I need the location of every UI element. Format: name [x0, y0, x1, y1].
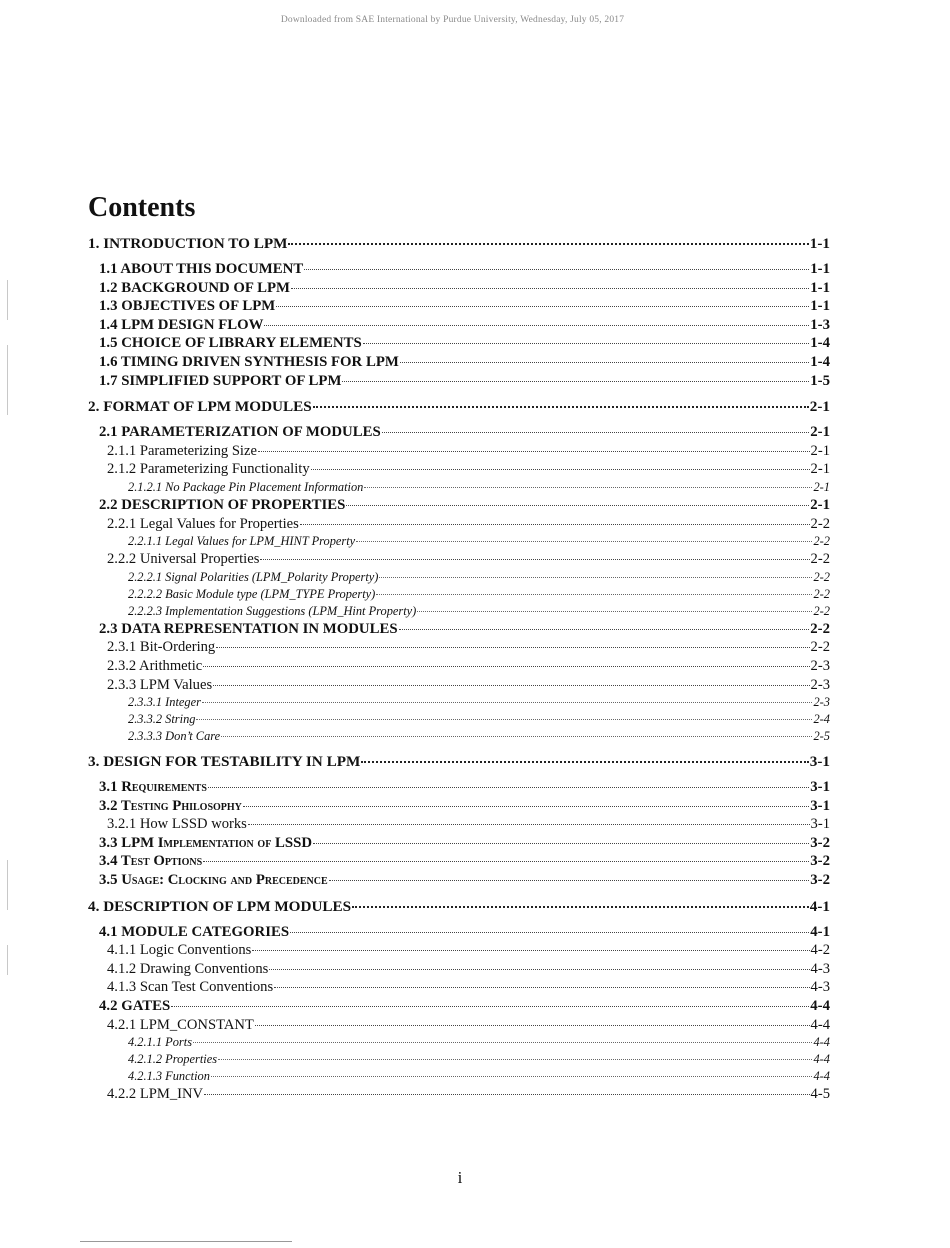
toc-entry-title: 1.1 ABOUT THIS DOCUMENT — [99, 261, 304, 277]
toc-entry-page: 3-2 — [810, 834, 830, 851]
toc-entry-title: 3.5 Usage: Clocking and Precedence — [99, 872, 328, 889]
toc-entry-title: 4.2.1.3 Function — [128, 1069, 210, 1084]
toc-entry-title: 4.2.1.2 Properties — [128, 1052, 218, 1067]
toc-entry — [88, 423, 830, 442]
toc-entry-page: 2-3 — [810, 676, 830, 693]
toc-entry — [88, 923, 830, 942]
toc-entry-page: 2-1 — [810, 424, 830, 441]
dot-leader — [204, 1093, 809, 1095]
toc-entry-title: 2.3.3.3 Don’t Care — [128, 729, 221, 744]
dot-leader — [218, 1058, 812, 1060]
toc-entry-title: 2.2.1 Legal Values for Properties — [107, 515, 299, 532]
dot-leader — [213, 684, 809, 686]
toc-entry-page: 2-1 — [813, 479, 830, 494]
toc-entry — [88, 852, 830, 871]
toc-entry-title: 1. INTRODUCTION TO LPM — [88, 235, 288, 252]
dot-leader — [243, 805, 809, 807]
dot-leader — [379, 576, 812, 578]
toc-entry — [88, 586, 830, 603]
toc-entry-title: 2.3.2 Arithmetic — [107, 657, 203, 674]
toc-entry — [88, 797, 830, 816]
toc-entry — [88, 550, 830, 569]
toc-entry-page: 2-3 — [813, 695, 830, 710]
toc-entry-page: 2-1 — [809, 398, 830, 416]
toc-entry-page: 2-5 — [813, 729, 830, 744]
toc-entry-title: 1.5 CHOICE OF LIBRARY ELEMENTS — [99, 335, 362, 352]
toc-entry-title: 3.3 LPM Implementation of LSSD — [99, 834, 313, 851]
toc-entry-page: 2-2 — [810, 639, 830, 656]
toc-entry — [88, 1051, 830, 1068]
toc-entry — [88, 728, 830, 745]
toc-entry-title: 3.2.1 How LSSD works — [107, 816, 247, 833]
toc-entry-title: 2.3.1 Bit-Ordering — [107, 639, 216, 656]
toc-entry-page: 2-4 — [813, 712, 830, 727]
toc-entry — [88, 316, 830, 335]
toc-entry-page: 4-4 — [810, 1016, 830, 1033]
toc-entry — [88, 896, 830, 918]
toc-entry-page: 1-1 — [810, 298, 830, 315]
toc-entry-title: 2.1 PARAMETERIZATION OF MODULES — [99, 424, 381, 441]
dot-leader — [264, 324, 809, 326]
dot-leader — [382, 431, 810, 433]
toc-entry-page: 3-1 — [810, 797, 830, 814]
toc-entry-title: 2.2.2.3 Implementation Suggestions (LPM_Hint Property) — [128, 603, 417, 618]
dot-leader — [202, 701, 813, 703]
dot-leader — [171, 1005, 809, 1007]
dot-leader — [361, 760, 808, 763]
toc-entry — [88, 638, 830, 657]
toc-entry-title: 2.1.2.1 No Package Pin Placement Information — [128, 479, 364, 494]
toc-entry — [88, 479, 830, 496]
toc-entry-page: 3-2 — [810, 853, 830, 870]
dot-leader — [399, 628, 810, 630]
dot-leader — [311, 468, 810, 470]
toc-entry — [88, 1034, 830, 1051]
dot-leader — [300, 523, 810, 525]
toc-entry — [88, 978, 830, 997]
toc-entry — [88, 997, 830, 1016]
dot-leader — [313, 405, 809, 408]
toc-entry — [88, 515, 830, 534]
toc-entry-page: 4-1 — [810, 923, 830, 940]
toc-entry-title: 1.2 BACKGROUND OF LPM — [99, 279, 290, 296]
toc-entry-page: 1-4 — [810, 353, 830, 370]
dot-leader — [208, 786, 809, 788]
toc-entry-page: 4-5 — [810, 1086, 830, 1103]
toc-entry-page: 3-1 — [810, 816, 830, 833]
dot-leader — [290, 931, 809, 933]
toc-entry-page: 2-2 — [810, 551, 830, 568]
dot-leader — [363, 342, 810, 344]
scan-edge-mark — [7, 945, 8, 975]
page-title: Contents — [88, 192, 196, 223]
toc-entry-title: 4.2.2 LPM_INV — [107, 1086, 204, 1103]
toc-entry — [88, 297, 830, 316]
dot-leader — [260, 558, 809, 560]
toc-entry-title: 4.2.1 LPM_CONSTANT — [107, 1016, 254, 1033]
dot-leader — [211, 1075, 813, 1077]
table-of-contents — [88, 233, 830, 1104]
toc-entry-title: 1.3 OBJECTIVES OF LPM — [99, 298, 276, 315]
toc-entry-title: 2. FORMAT OF LPM MODULES — [88, 398, 312, 416]
dot-leader — [288, 242, 808, 245]
toc-entry-title: 1.7 SIMPLIFIED SUPPORT OF LPM — [99, 372, 342, 389]
toc-entry-title: 1.4 LPM DESIGN FLOW — [99, 316, 264, 333]
toc-entry — [88, 233, 830, 255]
toc-entry — [88, 569, 830, 586]
toc-entry — [88, 353, 830, 372]
toc-entry-page: 1-4 — [810, 335, 830, 352]
toc-entry-title: 3.4 Test Options — [99, 853, 203, 870]
toc-entry-title: 2.1.2 Parameterizing Functionality — [107, 461, 310, 478]
toc-entry-page: 4-4 — [813, 1035, 830, 1050]
toc-entry-title: 2.2.2.2 Basic Module type (LPM_TYPE Property) — [128, 586, 376, 601]
dot-leader — [196, 718, 812, 720]
dot-leader — [376, 593, 812, 595]
toc-entry — [88, 815, 830, 834]
toc-entry — [88, 778, 830, 797]
toc-entry-page: 1-5 — [810, 372, 830, 389]
dot-leader — [193, 1041, 812, 1043]
toc-entry-title: 3. DESIGN FOR TESTABILITY IN LPM — [88, 753, 361, 771]
scan-edge-mark — [7, 860, 8, 910]
toc-entry-title: 2.3.3 LPM Values — [107, 676, 213, 693]
toc-entry — [88, 1068, 830, 1085]
toc-entry — [88, 396, 830, 418]
toc-entry — [88, 260, 830, 279]
toc-entry — [88, 442, 830, 461]
toc-entry-page: 2-2 — [810, 515, 830, 532]
toc-entry — [88, 960, 830, 979]
toc-entry-page: 1-1 — [810, 261, 830, 277]
toc-entry-page: 4-1 — [809, 897, 830, 915]
toc-entry-page: 4-4 — [813, 1052, 830, 1067]
toc-entry-page: 2-1 — [810, 442, 830, 459]
toc-entry-page: 2-3 — [810, 657, 830, 674]
toc-entry-page: 4-3 — [810, 979, 830, 996]
toc-entry — [88, 496, 830, 515]
dot-leader — [258, 450, 810, 452]
toc-entry-title: 4.1 MODULE CATEGORIES — [99, 923, 290, 940]
toc-entry — [88, 1085, 830, 1104]
dot-leader — [216, 646, 809, 648]
toc-entry — [88, 657, 830, 676]
dot-leader — [329, 879, 810, 881]
toc-entry-page: 1-1 — [810, 279, 830, 296]
toc-entry — [88, 694, 830, 711]
toc-entry-page: 3-1 — [810, 779, 830, 796]
toc-entry-title: 2.2.1.1 Legal Values for LPM_HINT Property — [128, 534, 356, 549]
toc-entry — [88, 871, 830, 890]
toc-entry-page: 3-2 — [810, 872, 830, 889]
dot-leader — [352, 905, 809, 908]
toc-entry-page: 4-4 — [813, 1069, 830, 1084]
dot-leader — [356, 540, 812, 542]
toc-entry-title: 2.2.2 Universal Properties — [107, 551, 260, 568]
toc-entry-title: 2.2.2.1 Signal Polarities (LPM_Polarity Property) — [128, 569, 379, 584]
dot-leader — [203, 860, 809, 862]
dot-leader — [276, 305, 809, 307]
toc-entry — [88, 941, 830, 960]
toc-entry-title: 1.6 TIMING DRIVEN SYNTHESIS FOR LPM — [99, 353, 399, 370]
toc-entry-page: 2-2 — [810, 620, 830, 637]
toc-entry-title: 2.3 DATA REPRESENTATION IN MODULES — [99, 620, 398, 637]
dot-leader — [400, 361, 809, 363]
toc-entry-title: 4.1.2 Drawing Conventions — [107, 960, 269, 977]
toc-entry-title: 2.3.3.2 String — [128, 712, 196, 727]
toc-entry-title: 3.1 Requirements — [99, 779, 207, 796]
toc-entry — [88, 533, 830, 550]
dot-leader — [313, 842, 809, 844]
dot-leader — [203, 665, 809, 667]
toc-entry-page: 1-1 — [809, 235, 830, 252]
toc-entry-title: 4. DESCRIPTION OF LPM MODULES — [88, 897, 352, 915]
scan-edge-mark — [7, 345, 8, 415]
toc-entry — [88, 334, 830, 353]
toc-entry-page: 2-1 — [810, 496, 830, 513]
dot-leader — [346, 504, 809, 506]
toc-entry-title: 4.1.1 Logic Conventions — [107, 942, 252, 959]
toc-entry — [88, 834, 830, 853]
dot-leader — [304, 268, 809, 270]
toc-entry-title: 2.1.1 Parameterizing Size — [107, 442, 257, 459]
dot-leader — [364, 486, 812, 488]
toc-entry — [88, 711, 830, 728]
toc-entry — [88, 620, 830, 639]
page-number: i — [457, 1168, 463, 1187]
toc-entry-title: 4.2.1.1 Ports — [128, 1035, 193, 1050]
toc-entry-title: 2.2 DESCRIPTION OF PROPERTIES — [99, 496, 346, 513]
toc-entry — [88, 372, 830, 391]
toc-entry-title: 2.3.3.1 Integer — [128, 695, 201, 710]
toc-entry-page: 2-2 — [813, 534, 830, 549]
toc-entry-page: 4-3 — [810, 960, 830, 977]
dot-leader — [221, 735, 812, 737]
dot-leader — [291, 287, 809, 289]
download-notice: Downloaded from SAE International by Purdue University, Wednesday, July 05, 2017 — [280, 15, 625, 25]
toc-entry-title: 4.2 GATES — [99, 998, 171, 1015]
toc-entry-page: 3-1 — [809, 753, 830, 771]
toc-entry-page: 4-4 — [810, 998, 830, 1015]
toc-entry-title: 3.2 Testing Philosophy — [99, 797, 242, 814]
scan-artifact-line — [80, 1241, 292, 1242]
dot-leader — [252, 949, 809, 951]
toc-entry — [88, 460, 830, 479]
toc-entry-page: 2-1 — [810, 461, 830, 478]
toc-entry-page: 2-2 — [813, 586, 830, 601]
toc-entry — [88, 751, 830, 773]
toc-entry — [88, 603, 830, 620]
toc-entry — [88, 676, 830, 695]
dot-leader — [269, 968, 809, 970]
toc-entry-page: 1-3 — [810, 316, 830, 333]
toc-entry-page: 2-2 — [813, 603, 830, 618]
toc-entry — [88, 279, 830, 298]
toc-entry-title: 4.1.3 Scan Test Conventions — [107, 979, 274, 996]
scan-edge-mark — [7, 280, 8, 320]
toc-entry — [88, 1016, 830, 1035]
dot-leader — [274, 986, 809, 988]
dot-leader — [255, 1024, 810, 1026]
toc-entry-page: 4-2 — [810, 942, 830, 959]
toc-entry-page: 2-2 — [813, 569, 830, 584]
dot-leader — [342, 380, 809, 382]
dot-leader — [248, 823, 810, 825]
dot-leader — [417, 610, 812, 612]
